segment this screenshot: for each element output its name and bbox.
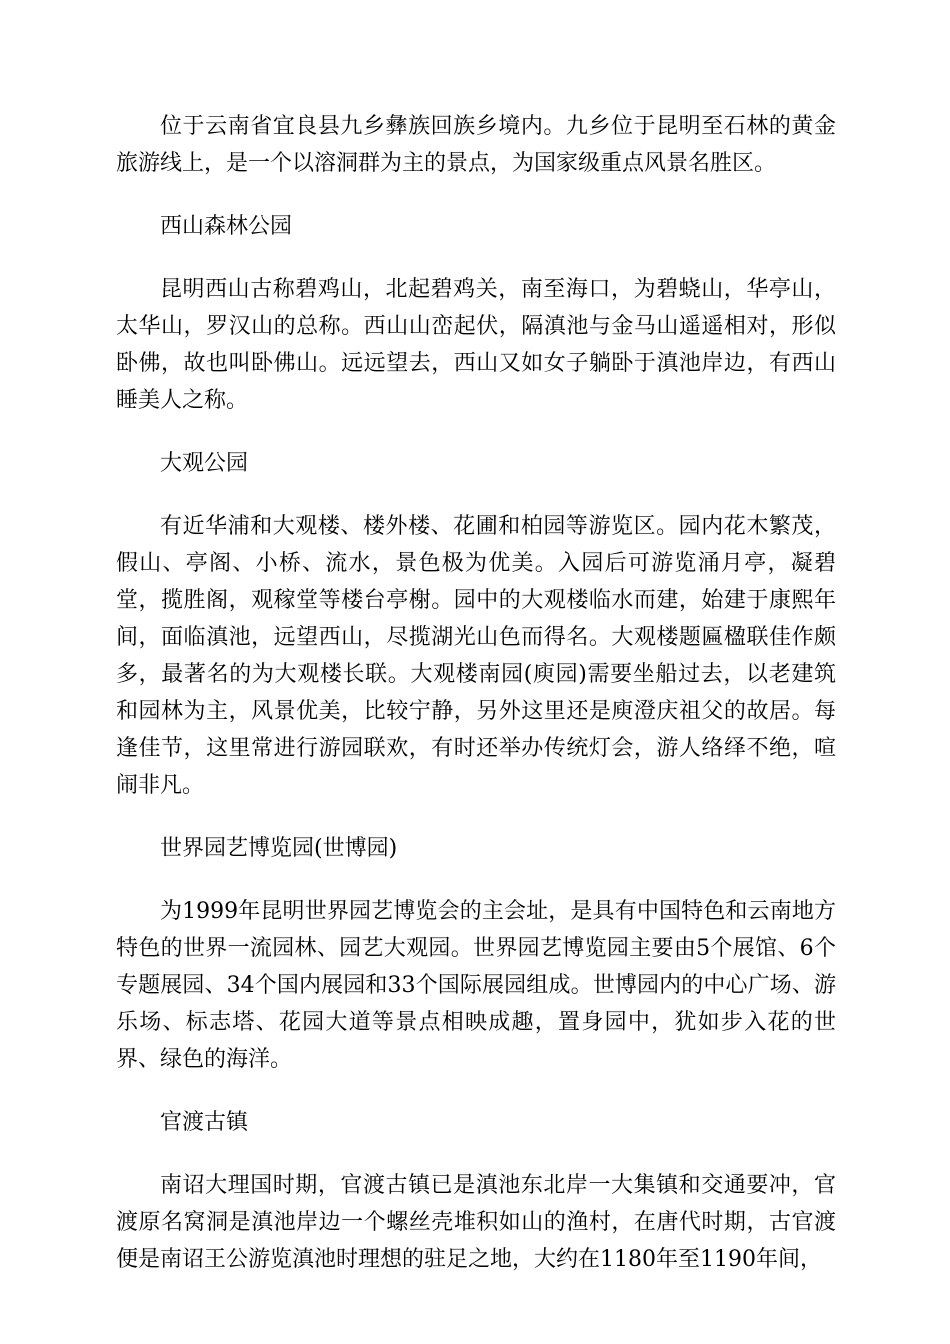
- paragraph-jiuxiang: 位于云南省宜良县九乡彝族回族乡境内。九乡位于昆明至石林的黄金旅游线上，是一个以溶洞群为主的景点，为国家级重点风景名胜区。: [116, 114, 836, 176]
- document-page: [116, 108, 836, 1304]
- heading-daguan-park: 大观公园: [160, 451, 249, 476]
- paragraph-daguan: 有近华浦和大观楼、楼外楼、花圃和柏园等游览区。园内花木繁茂，假山、亭阁、小桥、流水，景色极为优美。入园后可游览涌月亭，凝碧堂，揽胜阁，观稼堂等楼台亭榭。园中的大观楼临水而建，始建于康熙年间，面临滇池，远望西山，尽揽湖光山色而得名。大观楼题匾楹联佳作颇多，最著名的为大观楼长联。大观楼南园(庾园)需要坐船过去，以老建筑和园林为主，风景优美，比较宁静，另外这里还是庾澄庆祖父的故居。每逢佳节，这里常进行游园联欢，有时还举办传统灯会，游人络绎不绝，喧闹非凡。: [116, 514, 836, 798]
- heading-expo-garden: 世界园艺博览园(世博园): [160, 836, 398, 861]
- heading-guandu-town: 官渡古镇: [160, 1110, 249, 1135]
- paragraph-guandu: 南诏大理国时期，官渡古镇已是滇池东北岸一大集镇和交通要冲，官渡原名窝洞是滇池岸边一个螺丝壳堆积如山的渔村，在唐代时期，古官渡便是南诏王公游览滇池时理想的驻足之地，大约在1180年至1190年间，: [116, 1173, 836, 1272]
- paragraph-expo-garden: 为1999年昆明世界园艺博览会的主会址，是具有中国特色和云南地方特色的世界一流园林、园艺大观园。世界园艺博览园主要由5个展馆、6个专题展园、34个国内展园和33个国际展园组成。世博园内的中心广场、游乐场、标志塔、花园大道等景点相映成趣，置身园中，犹如步入花的世界、绿色的海洋。: [116, 899, 836, 1072]
- paragraph-xishan: 昆明西山古称碧鸡山，北起碧鸡关，南至海口，为碧蛲山，华亭山，太华山，罗汉山的总称。西山山峦起伏，隔滇池与金马山遥遥相对，形似卧佛，故也叫卧佛山。远远望去，西山又如女子躺卧于滇池岸边，有西山睡美人之称。: [116, 277, 836, 413]
- heading-xishan-forest-park: 西山森林公园: [160, 214, 293, 239]
